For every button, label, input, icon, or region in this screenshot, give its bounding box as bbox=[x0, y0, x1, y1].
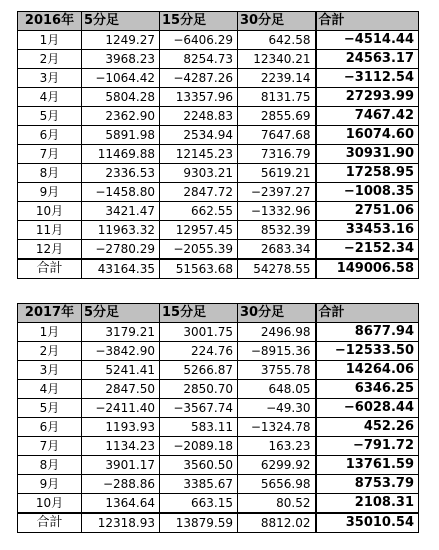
value-30min: 163.23 bbox=[238, 437, 316, 456]
table-row bbox=[18, 88, 419, 107]
row-label: 7月 bbox=[18, 437, 82, 456]
col-header-total: 合計 bbox=[316, 12, 419, 31]
row-label: 1月 bbox=[18, 323, 82, 342]
value-30min: 12340.21 bbox=[238, 50, 316, 69]
value-30min: −1332.96 bbox=[238, 202, 316, 221]
value-5min: 2847.50 bbox=[82, 380, 160, 399]
year-header: 2016年 bbox=[18, 12, 82, 31]
value-30min: 2683.34 bbox=[238, 240, 316, 260]
value-5min: 11469.88 bbox=[82, 145, 160, 164]
value-15min: −3567.74 bbox=[160, 399, 238, 418]
value-30min: 8532.39 bbox=[238, 221, 316, 240]
table-row bbox=[18, 50, 419, 69]
value-30min: 648.05 bbox=[238, 380, 316, 399]
col-header-total: 合計 bbox=[316, 304, 419, 323]
sum-row bbox=[18, 513, 419, 533]
value-15min: −2089.18 bbox=[160, 437, 238, 456]
value-30min: 80.52 bbox=[238, 494, 316, 514]
sum-row bbox=[18, 259, 419, 279]
row-label: 2月 bbox=[18, 50, 82, 69]
row-label: 10月 bbox=[18, 494, 82, 514]
value-total: −2152.34 bbox=[316, 240, 419, 260]
header-row bbox=[18, 304, 419, 323]
table-row bbox=[18, 202, 419, 221]
value-5min: 3901.17 bbox=[82, 456, 160, 475]
value-total: −791.72 bbox=[316, 437, 419, 456]
value-5min: −288.86 bbox=[82, 475, 160, 494]
table-2017 bbox=[17, 303, 419, 533]
table-row bbox=[18, 126, 419, 145]
table-row bbox=[18, 418, 419, 437]
value-5min: 3968.23 bbox=[82, 50, 160, 69]
table-row bbox=[18, 323, 419, 342]
value-5min: 2362.90 bbox=[82, 107, 160, 126]
value-30min: 3755.78 bbox=[238, 361, 316, 380]
value-15min: 662.55 bbox=[160, 202, 238, 221]
value-total: 17258.95 bbox=[316, 164, 419, 183]
value-5min: −2780.29 bbox=[82, 240, 160, 260]
value-30min: 54278.55 bbox=[238, 259, 316, 279]
table-row bbox=[18, 456, 419, 475]
table-row bbox=[18, 380, 419, 399]
value-total: 33453.16 bbox=[316, 221, 419, 240]
table-2016 bbox=[17, 11, 419, 279]
value-15min: 2847.72 bbox=[160, 183, 238, 202]
value-5min: 3421.47 bbox=[82, 202, 160, 221]
table-row bbox=[18, 240, 419, 260]
value-30min: 5656.98 bbox=[238, 475, 316, 494]
value-total: −1008.35 bbox=[316, 183, 419, 202]
value-15min: 224.76 bbox=[160, 342, 238, 361]
table-row bbox=[18, 494, 419, 514]
value-15min: 13357.96 bbox=[160, 88, 238, 107]
row-label: 合計 bbox=[18, 513, 82, 533]
table-row bbox=[18, 69, 419, 88]
value-total: 16074.60 bbox=[316, 126, 419, 145]
table-row bbox=[18, 164, 419, 183]
value-15min: 9303.21 bbox=[160, 164, 238, 183]
value-total: 452.26 bbox=[316, 418, 419, 437]
table-row bbox=[18, 475, 419, 494]
value-5min: 2336.53 bbox=[82, 164, 160, 183]
row-label: 5月 bbox=[18, 399, 82, 418]
col-header-30min: 30分足 bbox=[238, 12, 316, 31]
row-label: 4月 bbox=[18, 380, 82, 399]
value-total: 24563.17 bbox=[316, 50, 419, 69]
table-row bbox=[18, 107, 419, 126]
value-30min: 2496.98 bbox=[238, 323, 316, 342]
value-30min: 2239.14 bbox=[238, 69, 316, 88]
value-30min: 8131.75 bbox=[238, 88, 316, 107]
row-label: 10月 bbox=[18, 202, 82, 221]
value-total: 6346.25 bbox=[316, 380, 419, 399]
value-15min: 3385.67 bbox=[160, 475, 238, 494]
value-15min: −2055.39 bbox=[160, 240, 238, 260]
row-label: 6月 bbox=[18, 418, 82, 437]
col-header-30min: 30分足 bbox=[238, 304, 316, 323]
row-label: 3月 bbox=[18, 69, 82, 88]
col-header-5min: 5分足 bbox=[82, 12, 160, 31]
value-5min: 1134.23 bbox=[82, 437, 160, 456]
value-total: 13761.59 bbox=[316, 456, 419, 475]
col-header-15min: 15分足 bbox=[160, 304, 238, 323]
table-row bbox=[18, 399, 419, 418]
row-label: 12月 bbox=[18, 240, 82, 260]
value-30min: −8915.36 bbox=[238, 342, 316, 361]
row-label: 3月 bbox=[18, 361, 82, 380]
value-15min: 13879.59 bbox=[160, 513, 238, 533]
row-label: 5月 bbox=[18, 107, 82, 126]
row-label: 1月 bbox=[18, 31, 82, 50]
value-5min: −2411.40 bbox=[82, 399, 160, 418]
value-15min: 8254.73 bbox=[160, 50, 238, 69]
table-row bbox=[18, 342, 419, 361]
row-label: 4月 bbox=[18, 88, 82, 107]
table-row bbox=[18, 31, 419, 50]
value-30min: 7647.68 bbox=[238, 126, 316, 145]
value-15min: 12145.23 bbox=[160, 145, 238, 164]
header-row bbox=[18, 12, 419, 31]
value-5min: 43164.35 bbox=[82, 259, 160, 279]
value-30min: −2397.27 bbox=[238, 183, 316, 202]
value-total: 27293.99 bbox=[316, 88, 419, 107]
row-label: 2月 bbox=[18, 342, 82, 361]
value-30min: −49.30 bbox=[238, 399, 316, 418]
value-5min: 1249.27 bbox=[82, 31, 160, 50]
value-5min: 5804.28 bbox=[82, 88, 160, 107]
row-label: 7月 bbox=[18, 145, 82, 164]
value-5min: −1458.80 bbox=[82, 183, 160, 202]
value-total: −3112.54 bbox=[316, 69, 419, 88]
row-label: 9月 bbox=[18, 475, 82, 494]
value-15min: 2850.70 bbox=[160, 380, 238, 399]
row-label: 9月 bbox=[18, 183, 82, 202]
value-15min: 583.11 bbox=[160, 418, 238, 437]
table-row bbox=[18, 361, 419, 380]
value-30min: 7316.79 bbox=[238, 145, 316, 164]
year-header: 2017年 bbox=[18, 304, 82, 323]
col-header-15min: 15分足 bbox=[160, 12, 238, 31]
value-total: 149006.58 bbox=[316, 259, 419, 279]
value-5min: −3842.90 bbox=[82, 342, 160, 361]
value-15min: 3560.50 bbox=[160, 456, 238, 475]
value-total: 14264.06 bbox=[316, 361, 419, 380]
col-header-5min: 5分足 bbox=[82, 304, 160, 323]
value-5min: 5891.98 bbox=[82, 126, 160, 145]
value-total: 7467.42 bbox=[316, 107, 419, 126]
value-15min: 2534.94 bbox=[160, 126, 238, 145]
table-row bbox=[18, 437, 419, 456]
value-total: 8753.79 bbox=[316, 475, 419, 494]
row-label: 6月 bbox=[18, 126, 82, 145]
table-row bbox=[18, 183, 419, 202]
value-15min: −6406.29 bbox=[160, 31, 238, 50]
value-30min: 642.58 bbox=[238, 31, 316, 50]
value-5min: 5241.41 bbox=[82, 361, 160, 380]
value-total: 2751.06 bbox=[316, 202, 419, 221]
row-label: 8月 bbox=[18, 164, 82, 183]
value-30min: 6299.92 bbox=[238, 456, 316, 475]
value-15min: 663.15 bbox=[160, 494, 238, 514]
value-15min: 2248.83 bbox=[160, 107, 238, 126]
value-total: 35010.54 bbox=[316, 513, 419, 533]
value-total: 2108.31 bbox=[316, 494, 419, 514]
value-5min: 1364.64 bbox=[82, 494, 160, 514]
value-30min: 2855.69 bbox=[238, 107, 316, 126]
value-total: 8677.94 bbox=[316, 323, 419, 342]
table-row bbox=[18, 221, 419, 240]
value-30min: −1324.78 bbox=[238, 418, 316, 437]
table-2016-body bbox=[18, 12, 419, 279]
value-30min: 8812.02 bbox=[238, 513, 316, 533]
value-15min: 5266.87 bbox=[160, 361, 238, 380]
value-total: 30931.90 bbox=[316, 145, 419, 164]
value-5min: 1193.93 bbox=[82, 418, 160, 437]
value-15min: 12957.45 bbox=[160, 221, 238, 240]
value-5min: 3179.21 bbox=[82, 323, 160, 342]
value-5min: −1064.42 bbox=[82, 69, 160, 88]
value-15min: −4287.26 bbox=[160, 69, 238, 88]
value-5min: 12318.93 bbox=[82, 513, 160, 533]
row-label: 8月 bbox=[18, 456, 82, 475]
row-label: 合計 bbox=[18, 259, 82, 279]
value-30min: 5619.21 bbox=[238, 164, 316, 183]
value-total: −4514.44 bbox=[316, 31, 419, 50]
value-total: −6028.44 bbox=[316, 399, 419, 418]
value-total: −12533.50 bbox=[316, 342, 419, 361]
table-2017-body bbox=[18, 304, 419, 533]
row-label: 11月 bbox=[18, 221, 82, 240]
value-15min: 3001.75 bbox=[160, 323, 238, 342]
table-row bbox=[18, 145, 419, 164]
value-15min: 51563.68 bbox=[160, 259, 238, 279]
value-5min: 11963.32 bbox=[82, 221, 160, 240]
